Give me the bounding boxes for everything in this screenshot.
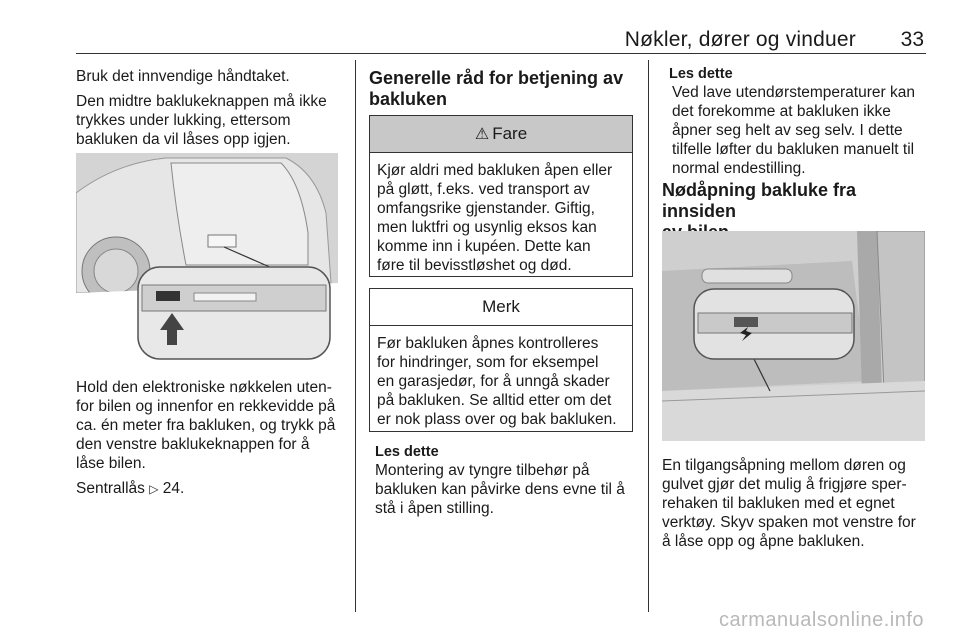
note-text: [669, 83, 931, 178]
heading-line: bakluken: [369, 89, 448, 109]
text-line: låse bilen.: [76, 455, 146, 472]
text-line: en garasjedør, for å unngå skader: [377, 373, 610, 390]
notice-title: Merk: [482, 297, 520, 316]
text-line: på gløtt, f.eks. ved transport av: [377, 181, 590, 198]
note-title: Les dette: [669, 66, 733, 82]
text-line: stå i åpen stilling.: [375, 500, 494, 517]
section-heading: [369, 68, 637, 110]
text-line: er nok plass over og bak bakluken.: [377, 411, 617, 428]
text-line: den venstre baklukeknappen for å: [76, 436, 310, 453]
column-divider-1: [355, 60, 356, 612]
reference-page[interactable]: 24.: [162, 480, 185, 497]
text-line: Den midtre baklukeknappen må ikke: [76, 93, 327, 110]
text-line: tilfelle løfter du bakluken manuelt til: [672, 141, 915, 158]
column-1: [76, 67, 344, 155]
text-line: gulvet gjør det mulig å frigjøre sper-: [662, 476, 907, 493]
text-line: En tilgangsåpning mellom døren og: [662, 457, 906, 474]
danger-title: Fare: [492, 124, 528, 143]
text-line: rehaken til bakluken med et egnet: [662, 495, 895, 512]
column-divider-2: [648, 60, 649, 612]
text-line: normal endestilling.: [672, 160, 806, 177]
text-line: for bilen og innenfor en rekkevidde på: [76, 398, 336, 415]
paragraph-2: [76, 92, 344, 149]
heading-line: Generelle råd for betjening av: [369, 68, 624, 88]
column-2-heading: [369, 68, 637, 110]
column-1-lower: [76, 378, 351, 505]
text-line: omfangsrike gjenstander. Giftig,: [377, 200, 595, 217]
header-divider: [76, 53, 926, 54]
text-line: bakluken kan påvirke dens evne til å: [375, 481, 625, 498]
text-line: for hindringer, som for eksempel: [377, 354, 599, 371]
heading-line: Nødåpning bakluke fra innsiden: [662, 180, 857, 221]
watermark: carmanualsonline.info: [718, 609, 924, 631]
text-line: å låse opp og åpne bakluken.: [662, 533, 865, 550]
paragraph-3: [76, 378, 351, 473]
text-line: bakluken da vil låses opp igjen.: [76, 131, 291, 148]
cross-reference: [76, 479, 351, 499]
column-3-note: [669, 66, 931, 178]
column-3-body: [662, 456, 932, 551]
warning-triangle-icon: ⚠: [474, 126, 490, 143]
text-line: på bakluken. Se alltid etter om det: [377, 392, 612, 409]
notice-box: [369, 288, 633, 432]
reference-arrow-icon[interactable]: ▷: [149, 482, 159, 496]
text-line: føre til bevisstløshet og død.: [377, 257, 572, 274]
danger-box: [369, 115, 633, 277]
text-line: Kjør aldri med bakluken åpen eller: [377, 162, 613, 179]
tailgate-illustration: [76, 153, 338, 361]
paragraph-1: Bruk det innvendige håndtaket.: [76, 68, 290, 85]
text-line: åpner seg helt av seg selv. I dette: [672, 122, 903, 139]
tailgate-button-figure: [76, 153, 338, 361]
emergency-release-figure: [662, 231, 925, 441]
text-line: det forekomme at bakluken ikke: [672, 103, 891, 120]
page-number: 33: [900, 28, 924, 51]
text-line: Hold den elektroniske nøkkelen uten-: [76, 379, 332, 396]
notice-text: [370, 326, 632, 435]
column-2-note: [375, 444, 637, 518]
text-line: komme inn i kupéen. Dette kan: [377, 238, 591, 255]
note-title: Les dette: [375, 444, 439, 460]
text-line: men luktfri og usynlig eksos kan: [377, 219, 597, 236]
danger-text: [370, 153, 632, 281]
text-line: Ved lave utendørstemperaturer kan: [672, 84, 915, 101]
page-header-title: Nøkler, dører og vinduer: [624, 28, 856, 51]
reference-label: Sentrallås: [76, 480, 145, 497]
emergency-release-illustration: [662, 231, 925, 441]
text-line: verktøy. Skyv spaken mot venstre for: [662, 514, 916, 531]
danger-box-header: [370, 116, 632, 153]
text-line: trykkes under lukking, ettersom: [76, 112, 291, 129]
text-line: ca. én meter fra bakluken, og trykk på: [76, 417, 336, 434]
text-line: Montering av tyngre tilbehør på: [375, 462, 590, 479]
text-line: Før bakluken åpnes kontrolleres: [377, 335, 599, 352]
notice-box-header: [370, 289, 632, 326]
